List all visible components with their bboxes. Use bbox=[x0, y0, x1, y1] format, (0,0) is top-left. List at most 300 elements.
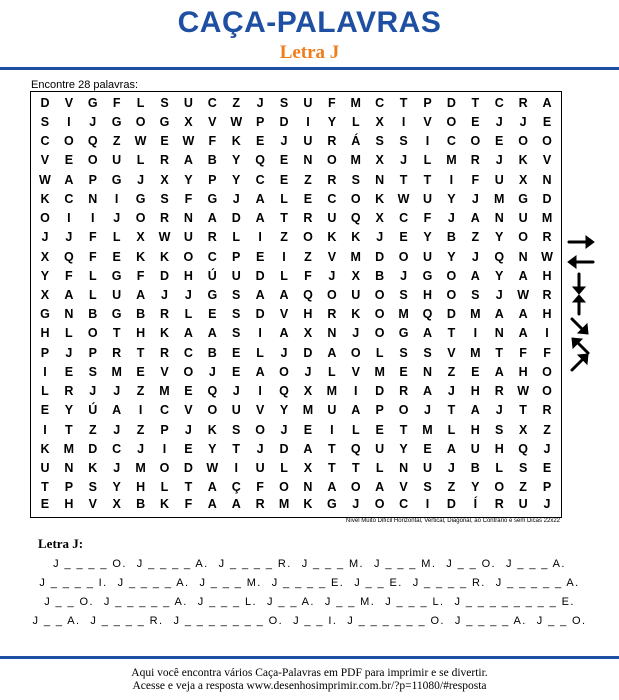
grid-letter: A bbox=[470, 403, 480, 418]
grid-letter: P bbox=[423, 95, 432, 110]
grid-letter: U bbox=[255, 461, 265, 476]
grid-letter: M bbox=[541, 211, 553, 226]
grid-letter: G bbox=[40, 307, 50, 322]
grid-letter: X bbox=[375, 211, 384, 226]
grid-letter: J bbox=[256, 441, 264, 456]
grid-letter: O bbox=[398, 403, 409, 418]
grid-letter: Y bbox=[184, 172, 193, 187]
grid-letter: E bbox=[112, 249, 121, 264]
clue-word: J _ _ A. bbox=[266, 595, 315, 608]
grid-letter: D bbox=[303, 345, 313, 360]
grid-letter: N bbox=[375, 172, 385, 187]
grid-letter: J bbox=[113, 461, 121, 476]
grid-letter: K bbox=[88, 461, 98, 476]
grid-letter: C bbox=[446, 134, 456, 149]
grid-letter: G bbox=[111, 114, 122, 129]
grid-letter: S bbox=[495, 422, 504, 437]
grid-letter: I bbox=[258, 326, 262, 341]
grid-letter: N bbox=[303, 153, 313, 168]
clue-word: J _ _ E. bbox=[354, 576, 403, 589]
grid-letter: H bbox=[542, 307, 552, 322]
footer-line-1: Aqui você encontra vários Caça-Palavras em PDF para imprimir e se divertir. bbox=[131, 667, 488, 679]
grid-letter: R bbox=[159, 307, 169, 322]
clue-word: J _ _ _ _ _ _ _ _ E. bbox=[454, 595, 575, 608]
arrow-down-icon bbox=[573, 274, 585, 294]
grid-letter: M bbox=[350, 95, 361, 110]
grid-letter: E bbox=[255, 249, 265, 264]
grid-letter: L bbox=[88, 287, 97, 302]
arrow-up-icon bbox=[573, 295, 585, 314]
grid-letter: N bbox=[518, 249, 528, 264]
grid-letter: R bbox=[470, 153, 480, 168]
grid-letter: A bbox=[375, 480, 385, 495]
grid-letter: G bbox=[326, 496, 337, 511]
grid-letter: A bbox=[207, 480, 217, 495]
clue-word: J _ _ O. bbox=[44, 595, 94, 608]
grid-letter: I bbox=[258, 384, 262, 399]
grid-letter: U bbox=[494, 172, 504, 187]
grid-letter: F bbox=[112, 95, 121, 110]
grid-letter: U bbox=[183, 95, 193, 110]
grid-letter: A bbox=[207, 496, 217, 511]
grid-letter: R bbox=[303, 211, 313, 226]
grid-letter: O bbox=[350, 191, 361, 206]
grid-letter: O bbox=[542, 364, 552, 379]
grid-letter: U bbox=[327, 403, 337, 418]
grid-letter: V bbox=[447, 345, 456, 360]
grid-letter: J bbox=[447, 211, 455, 226]
grid-letter: K bbox=[40, 441, 50, 456]
grid-letter: A bbox=[183, 326, 193, 341]
grid-letter: Z bbox=[112, 134, 121, 149]
grid-letter: C bbox=[399, 496, 409, 511]
grid-letter: Q bbox=[494, 249, 505, 264]
grid-letter: V bbox=[184, 403, 193, 418]
grid-letter: L bbox=[136, 153, 145, 168]
grid-letter: R bbox=[64, 384, 74, 399]
grid-letter: W bbox=[158, 230, 171, 245]
grid-letter: K bbox=[159, 496, 169, 511]
grid-letter: S bbox=[399, 287, 408, 302]
grid-letter: E bbox=[495, 134, 504, 149]
grid-letter: S bbox=[279, 95, 289, 110]
grid-letter: A bbox=[351, 403, 361, 418]
grid-letter: L bbox=[256, 345, 264, 360]
grid-letter: J bbox=[113, 422, 121, 437]
grid-letter: E bbox=[184, 441, 193, 456]
grid-letter: O bbox=[494, 480, 505, 495]
grid-letter: Á bbox=[351, 134, 361, 149]
grid-letter: O bbox=[87, 153, 98, 168]
grid-letter: E bbox=[40, 496, 50, 511]
grid-letter: P bbox=[208, 172, 217, 187]
grid-letter: J bbox=[543, 496, 551, 511]
grid-letter: L bbox=[351, 422, 360, 437]
clue-word: J _ _ M. bbox=[324, 595, 376, 608]
grid-letter: R bbox=[327, 134, 337, 149]
grid-letter: A bbox=[231, 496, 241, 511]
grid-letter: R bbox=[207, 230, 217, 245]
grid-letter: L bbox=[184, 307, 193, 322]
grid-letter: E bbox=[399, 364, 408, 379]
grid-letter: U bbox=[422, 191, 432, 206]
grid-letter: O bbox=[374, 307, 385, 322]
grid-letter: S bbox=[351, 172, 360, 187]
grid-letter: T bbox=[232, 441, 241, 456]
grid-letter: S bbox=[399, 134, 408, 149]
grid-letter: J bbox=[471, 249, 479, 264]
grid-letter: I bbox=[425, 134, 430, 149]
grid-letter: E bbox=[423, 441, 432, 456]
grid-letter: F bbox=[543, 345, 551, 360]
grid-letter: R bbox=[542, 287, 552, 302]
grid-letter: H bbox=[494, 441, 504, 456]
grid-letter: O bbox=[40, 211, 50, 226]
grid-letter: X bbox=[375, 153, 384, 168]
grid-letter: Y bbox=[279, 403, 289, 418]
grid-letter: S bbox=[232, 287, 241, 302]
grid-letter: I bbox=[162, 441, 167, 456]
grid-letter: E bbox=[232, 345, 241, 360]
grid-letter: R bbox=[159, 153, 169, 168]
grid-letter: G bbox=[207, 287, 218, 302]
grid-letter: H bbox=[136, 326, 146, 341]
grid-letter: Q bbox=[255, 153, 265, 168]
grid-letter: V bbox=[279, 307, 289, 322]
grid-letter: N bbox=[88, 191, 98, 206]
grid-letter: D bbox=[255, 268, 265, 283]
grid-letter: S bbox=[160, 191, 169, 206]
grid-letter: K bbox=[351, 230, 361, 245]
grid-letter: I bbox=[67, 114, 71, 129]
grid-letter: L bbox=[375, 345, 384, 360]
grid-letter: Y bbox=[208, 441, 217, 456]
grid-letter: M bbox=[446, 153, 457, 168]
grid-letter: V bbox=[64, 95, 74, 110]
grid-letter: M bbox=[422, 422, 433, 437]
grid-letter: Ç bbox=[231, 480, 241, 495]
grid-letter: O bbox=[446, 114, 457, 129]
grid-letter: M bbox=[470, 345, 481, 360]
grid-letter: O bbox=[374, 496, 385, 511]
grid-letter: I bbox=[67, 211, 71, 226]
grid-letter: T bbox=[423, 172, 432, 187]
grid-letter: I bbox=[473, 326, 478, 341]
page-subtitle: Letra J bbox=[279, 42, 340, 63]
grid-letter: J bbox=[447, 384, 455, 399]
grid-letter: Y bbox=[495, 230, 504, 245]
grid-letter: E bbox=[40, 403, 50, 418]
grid-letter: O bbox=[159, 461, 170, 476]
grid-letter: I bbox=[330, 422, 334, 437]
grid-letter: I bbox=[138, 403, 143, 418]
grid-letter: W bbox=[517, 384, 530, 399]
grid-letter: W bbox=[397, 191, 410, 206]
grid-letter: S bbox=[88, 364, 97, 379]
grid-letter: J bbox=[304, 364, 312, 379]
grid-letter: I bbox=[43, 364, 47, 379]
grid-letter: Y bbox=[471, 480, 480, 495]
clue-word: J _ _ _ M. bbox=[301, 557, 364, 570]
grid-letter: M bbox=[159, 384, 170, 399]
grid-letter: C bbox=[375, 95, 385, 110]
grid-letter: Q bbox=[63, 249, 74, 264]
grid-letter: G bbox=[111, 172, 122, 187]
grid-letter: D bbox=[375, 249, 385, 264]
grid-letter: V bbox=[351, 364, 360, 379]
grid-letter: O bbox=[279, 480, 289, 495]
grid-letter: B bbox=[136, 496, 146, 511]
grid-letter: J bbox=[495, 153, 503, 168]
grid-letter: L bbox=[160, 480, 169, 495]
grid-letter: D bbox=[542, 191, 552, 206]
grid-letter: T bbox=[328, 461, 336, 476]
grid-letter: W bbox=[134, 134, 147, 149]
grid-letter: J bbox=[113, 211, 121, 226]
grid-letter: D bbox=[88, 441, 98, 456]
grid-letter: Q bbox=[207, 384, 218, 399]
grid-letter: O bbox=[135, 211, 146, 226]
grid-letter: J bbox=[280, 134, 288, 149]
grid-letter: F bbox=[471, 172, 480, 187]
grid-letter: D bbox=[255, 307, 265, 322]
grid-letter: I bbox=[43, 422, 47, 437]
grid-letter: E bbox=[160, 134, 169, 149]
grid-letter: Q bbox=[279, 384, 289, 399]
grid-letter: A bbox=[518, 326, 528, 341]
grid-letter: K bbox=[351, 307, 361, 322]
grid-letter: K bbox=[207, 422, 217, 437]
grid-letter: X bbox=[351, 268, 360, 283]
grid-letter: J bbox=[328, 268, 336, 283]
grid-letter: C bbox=[327, 191, 337, 206]
grid-letter: N bbox=[183, 211, 193, 226]
grid-letter: A bbox=[64, 287, 74, 302]
grid-letter: V bbox=[327, 249, 337, 264]
grid-letter: A bbox=[255, 364, 265, 379]
grid-letter: D bbox=[231, 211, 241, 226]
grid-letter: A bbox=[470, 211, 480, 226]
grid-letter: S bbox=[160, 95, 169, 110]
grid-letter: A bbox=[112, 403, 122, 418]
grid-letter: N bbox=[64, 461, 74, 476]
grid-letter: F bbox=[136, 268, 145, 283]
grid-letter: B bbox=[446, 230, 456, 245]
grid-letter: L bbox=[136, 95, 145, 110]
grid-letter: W bbox=[541, 249, 553, 264]
grid-letter: J bbox=[543, 441, 551, 456]
grid-letter: L bbox=[41, 384, 49, 399]
grid-letter: J bbox=[495, 287, 503, 302]
clue-word: J _ _ A. bbox=[32, 614, 81, 627]
grid-letter: P bbox=[64, 480, 74, 495]
clue-word: J _ _ _ L. bbox=[197, 595, 257, 608]
grid-letter: I bbox=[449, 172, 454, 187]
grid-letter: E bbox=[375, 422, 384, 437]
grid-letter: Q bbox=[350, 211, 361, 226]
grid-letter: G bbox=[111, 307, 122, 322]
grid-letter: R bbox=[542, 403, 552, 418]
grid-letter: V bbox=[542, 153, 552, 168]
clue-row bbox=[0, 554, 619, 573]
grid-letter: L bbox=[495, 461, 504, 476]
grid-letter: L bbox=[232, 230, 241, 245]
grid-letter: T bbox=[351, 461, 360, 476]
grid-letter: U bbox=[518, 496, 528, 511]
grid-letter: B bbox=[375, 268, 385, 283]
grid-letter: R bbox=[327, 307, 337, 322]
clue-row bbox=[0, 592, 619, 611]
grid-letter: O bbox=[518, 134, 528, 149]
grid-letter: F bbox=[519, 345, 527, 360]
grid-letter: T bbox=[399, 422, 408, 437]
grid-letter: P bbox=[232, 249, 241, 264]
grid-letter: L bbox=[280, 268, 288, 283]
clue-word: J _ _ _ _ R. bbox=[218, 557, 292, 570]
grid-letter: J bbox=[447, 461, 455, 476]
grid-letter: U bbox=[422, 249, 432, 264]
grid-letter: H bbox=[518, 364, 528, 379]
grid-letter: T bbox=[471, 95, 480, 110]
grid-letter: W bbox=[517, 287, 530, 302]
grid-letter: A bbox=[542, 95, 552, 110]
grid-letter: S bbox=[40, 114, 50, 129]
grid-letter: O bbox=[542, 384, 552, 399]
grid-letter: L bbox=[280, 191, 288, 206]
grid-letter: K bbox=[159, 249, 169, 264]
grid-letter: R bbox=[159, 211, 169, 226]
grid-letter: I bbox=[354, 384, 358, 399]
word-search-grid bbox=[30, 91, 562, 518]
grid-letter: X bbox=[160, 172, 169, 187]
grid-letter: Z bbox=[519, 480, 527, 495]
grid-letter: V bbox=[208, 114, 217, 129]
clue-word: J _ _ _ _ O. bbox=[53, 557, 127, 570]
grid-letter: R bbox=[518, 95, 528, 110]
grid-letter: X bbox=[303, 326, 313, 341]
grid-letter: X bbox=[518, 172, 528, 187]
grid-letter: P bbox=[40, 345, 50, 360]
grid-letter: X bbox=[40, 249, 50, 264]
grid-letter: T bbox=[495, 345, 504, 360]
grid-letter: O bbox=[350, 480, 361, 495]
grid-letter: E bbox=[303, 422, 313, 437]
grid-letter: A bbox=[279, 326, 289, 341]
grid-letter: S bbox=[518, 461, 528, 476]
grid-letter: Z bbox=[471, 230, 480, 245]
grid-letter: S bbox=[232, 326, 241, 341]
grid-letter: Q bbox=[303, 287, 313, 302]
grid-letter: B bbox=[136, 307, 146, 322]
grid-letter: W bbox=[230, 114, 243, 129]
grid-letter: J bbox=[113, 384, 121, 399]
grid-letter: J bbox=[400, 268, 408, 283]
grid-letter: T bbox=[447, 403, 456, 418]
grid-letter: T bbox=[447, 326, 456, 341]
grid-letter: E bbox=[184, 384, 193, 399]
grid-letter: P bbox=[375, 403, 384, 418]
grid-letter: Z bbox=[447, 364, 456, 379]
grid-letter: J bbox=[232, 384, 240, 399]
grid-letter: D bbox=[446, 95, 456, 110]
grid-letter: C bbox=[207, 95, 217, 110]
grid-letter: E bbox=[471, 364, 480, 379]
grid-letter: C bbox=[494, 95, 504, 110]
grid-letter: Z bbox=[88, 422, 97, 437]
grid-letter: K bbox=[159, 326, 169, 341]
grid-letter: M bbox=[374, 364, 385, 379]
grid-letter: O bbox=[398, 249, 409, 264]
grid-letter: Z bbox=[304, 172, 312, 187]
grid-letter: C bbox=[183, 345, 193, 360]
difficulty-note: Nível Muito Difícil Horizontal, Vertical, Diagonal, ao Contrário e sem Dicas 22x22 bbox=[345, 518, 560, 524]
grid-letter: A bbox=[518, 268, 528, 283]
grid-letter: M bbox=[470, 307, 481, 322]
instructions: Encontre 28 palavras: bbox=[31, 79, 139, 91]
clue-word: J _ _ O. bbox=[446, 557, 496, 570]
clues-title: Letra J: bbox=[38, 536, 84, 551]
grid-letter: B bbox=[207, 345, 217, 360]
grid-letter: O bbox=[326, 153, 337, 168]
grid-letter: A bbox=[518, 307, 528, 322]
grid-letter: Z bbox=[304, 249, 312, 264]
grid-letter: J bbox=[400, 153, 408, 168]
grid-letter: Y bbox=[64, 403, 74, 418]
grid-letter: M bbox=[63, 441, 75, 456]
grid-letter: F bbox=[256, 480, 264, 495]
grid-letter: C bbox=[399, 211, 409, 226]
grid-letter: X bbox=[112, 496, 121, 511]
grid-letter: A bbox=[422, 384, 432, 399]
grid-letter: F bbox=[88, 230, 97, 245]
grid-letter: Y bbox=[495, 268, 504, 283]
grid-letter: V bbox=[255, 403, 265, 418]
grid-letter: X bbox=[40, 287, 50, 302]
grid-letter: B bbox=[88, 307, 98, 322]
grid-letter: G bbox=[159, 114, 170, 129]
grid-letter: F bbox=[65, 268, 73, 283]
grid-letter: Q bbox=[422, 307, 433, 322]
grid-letter: J bbox=[41, 230, 49, 245]
clue-word: J _ _ _ _ _ _ _ O. bbox=[173, 614, 284, 627]
grid-letter: U bbox=[327, 211, 337, 226]
grid-letter: D bbox=[159, 268, 169, 283]
grid-letter: A bbox=[494, 364, 504, 379]
grid-letter: M bbox=[111, 364, 122, 379]
clue-word: J _ _ _ A. bbox=[506, 557, 566, 570]
grid-letter: R bbox=[399, 384, 409, 399]
grid-letter: N bbox=[494, 211, 504, 226]
grid-letter: J bbox=[471, 191, 479, 206]
clue-word: J _ _ _ _ R. bbox=[412, 576, 486, 589]
grid-letter: K bbox=[327, 230, 337, 245]
grid-letter: I bbox=[401, 114, 406, 129]
grid-letter: R bbox=[542, 230, 552, 245]
grid-letter: N bbox=[327, 326, 337, 341]
grid-letter: F bbox=[184, 496, 193, 511]
grid-letter: J bbox=[376, 230, 384, 245]
grid-letter: H bbox=[542, 268, 552, 283]
grid-letter: J bbox=[137, 441, 145, 456]
grid-letter: C bbox=[255, 172, 265, 187]
grid-letter: V bbox=[423, 114, 432, 129]
grid-letter: U bbox=[112, 153, 122, 168]
grid-letter: D bbox=[446, 496, 456, 511]
grid-letter: A bbox=[446, 441, 456, 456]
clue-word: J _ _ _ _ E. bbox=[271, 576, 345, 589]
grid-letter: K bbox=[375, 191, 385, 206]
grid-letter: M bbox=[326, 384, 338, 399]
